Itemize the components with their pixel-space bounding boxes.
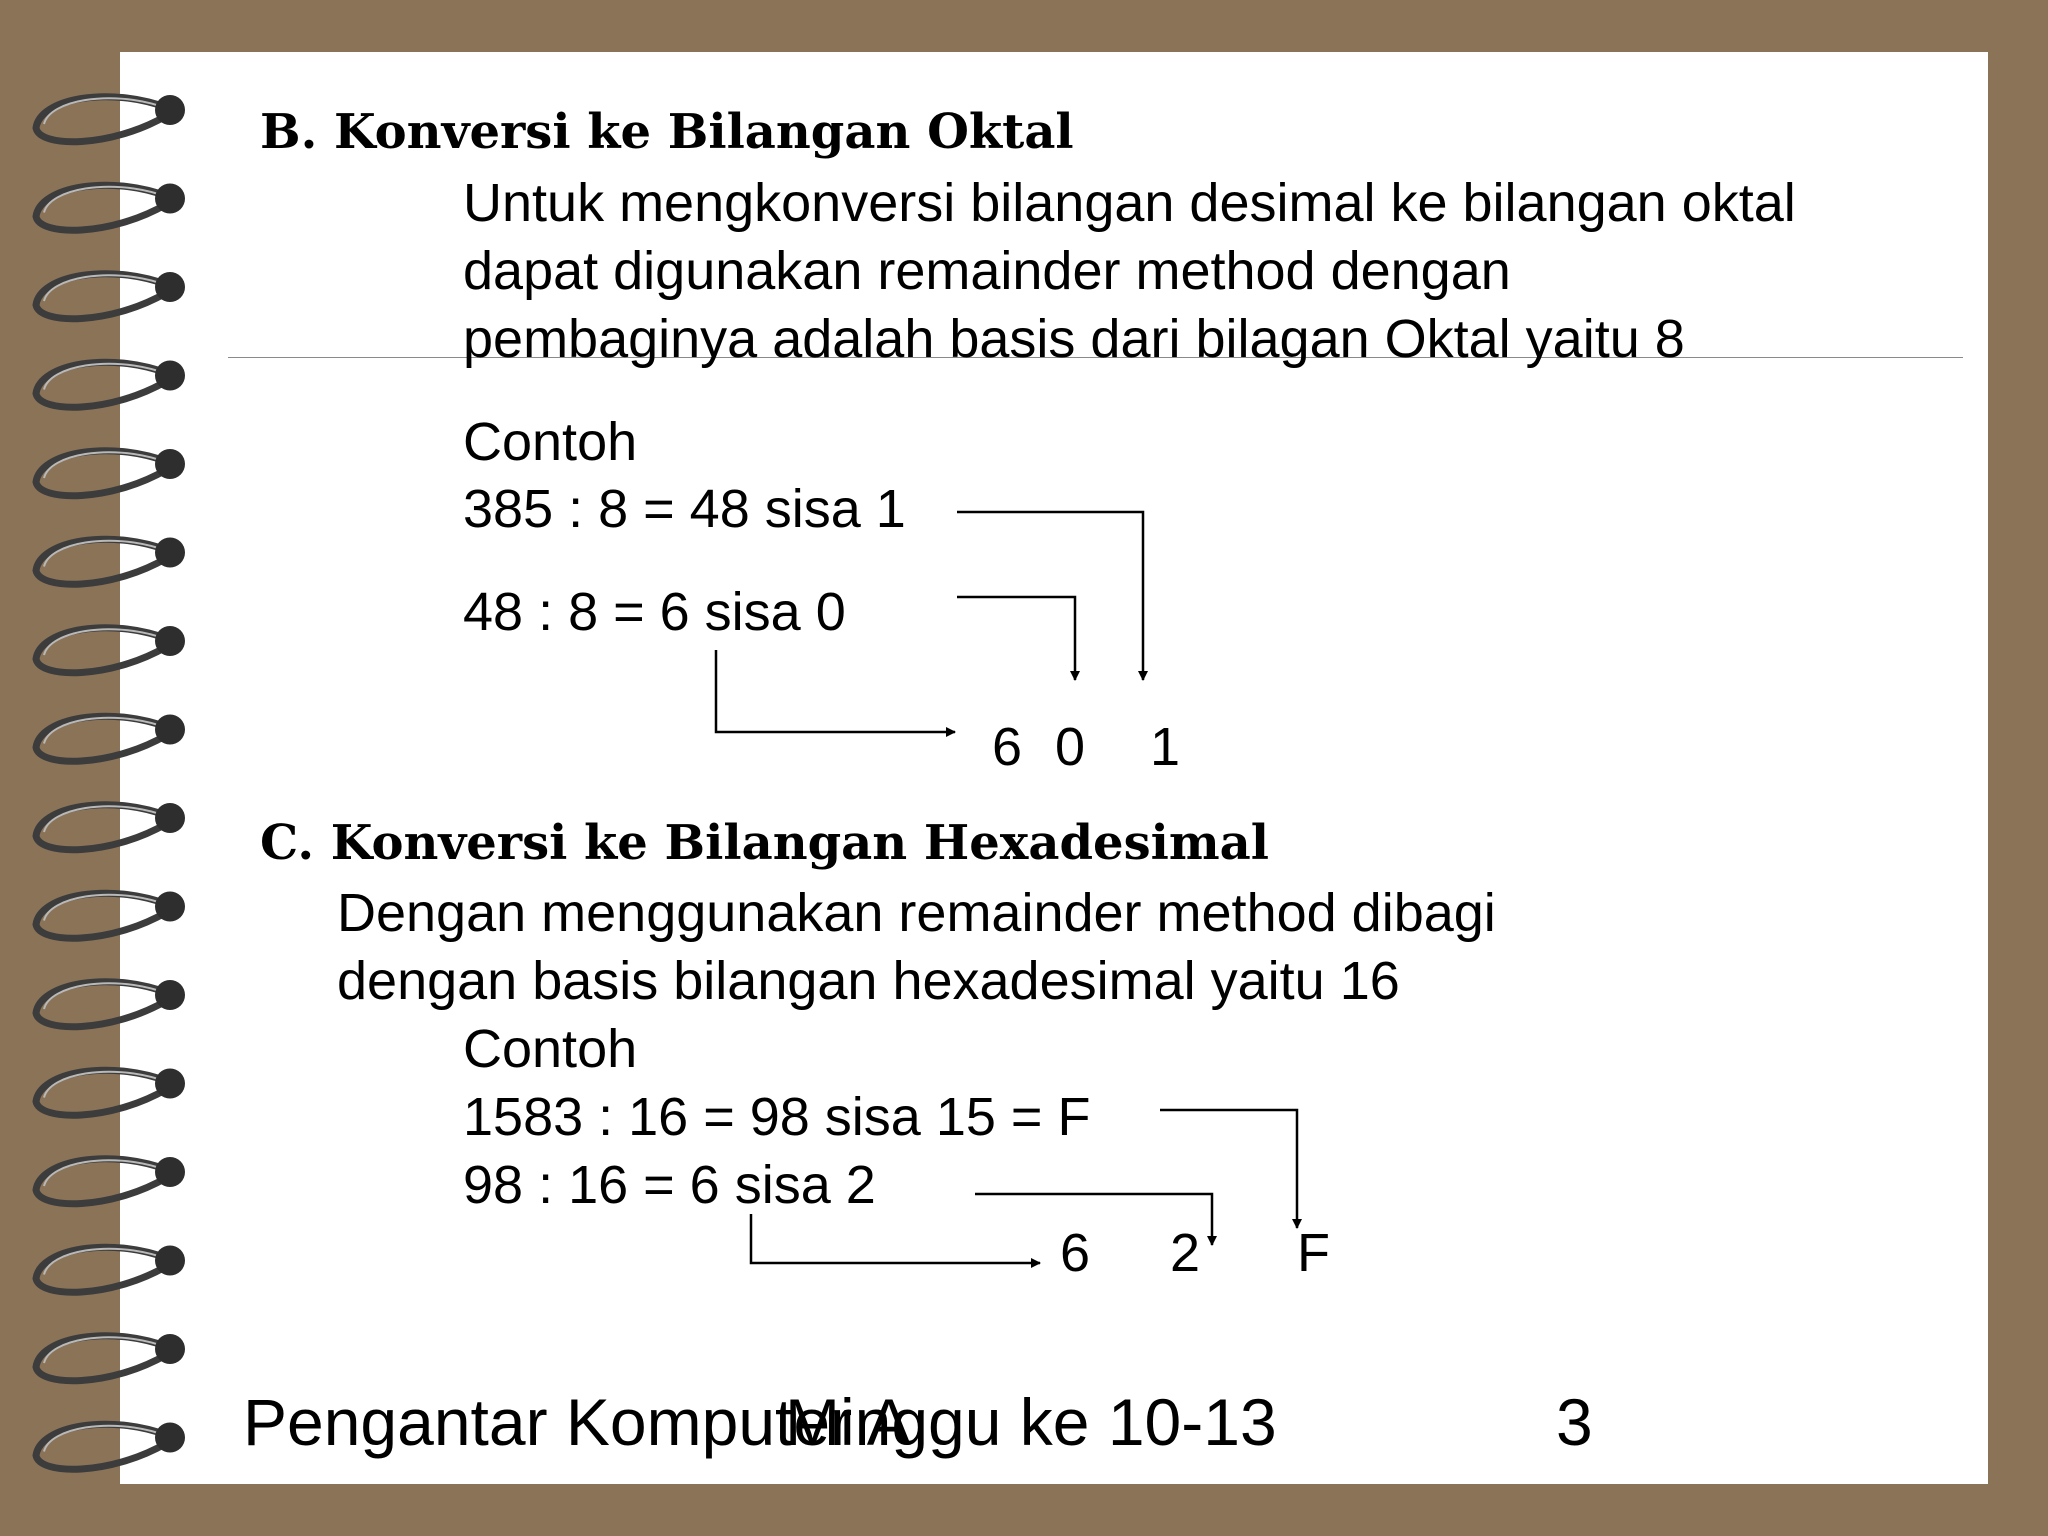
section-b-example-label: Contoh: [463, 412, 638, 472]
footer-page-number: 3: [1556, 1385, 1593, 1459]
binding-hole: [155, 184, 185, 214]
binding-hole: [155, 272, 185, 302]
binding-hole: [155, 449, 185, 479]
section-b-heading: B. Konversi ke Bilangan Oktal: [260, 104, 1074, 160]
spiral-binding-icon: [0, 0, 220, 1536]
section-b-result-digit-3: 1: [1150, 717, 1181, 777]
section-b-result-digit-1: 6: [992, 717, 1023, 777]
binding-hole: [155, 626, 185, 656]
binding-hole: [155, 980, 185, 1010]
binding-hole: [155, 1423, 185, 1453]
section-b-result-digit-2: 0: [1055, 717, 1086, 777]
binding-hole: [155, 892, 185, 922]
section-c-line-1: Dengan menggunakan remainder method dibagi: [337, 883, 1496, 943]
section-c-result-digit-2: 2: [1170, 1223, 1201, 1283]
section-c-step-1: 1583 : 16 = 98 sisa 15 = F: [463, 1087, 1091, 1147]
section-b-step-2: 48 : 8 = 6 sisa 0: [463, 582, 846, 642]
footer-week-range: Minggu ke 10-13: [785, 1385, 1277, 1459]
section-c-line-2: dengan basis bilangan hexadesimal yaitu 16: [337, 951, 1400, 1011]
binding-hole: [155, 715, 185, 745]
section-c-result-digit-3: F: [1297, 1223, 1330, 1283]
section-b-step-1: 385 : 8 = 48 sisa 1: [463, 479, 906, 539]
binding-hole: [155, 803, 185, 833]
footer-course-title: Pengantar Komputer A: [243, 1385, 911, 1459]
binding-hole: [155, 538, 185, 568]
section-c-heading: C. Konversi ke Bilangan Hexadesimal: [260, 815, 1269, 871]
binding-hole: [155, 1334, 185, 1364]
binding-hole: [155, 95, 185, 125]
section-b-line-1: Untuk mengkonversi bilangan desimal ke bilangan oktal: [463, 173, 1796, 233]
section-b-line-3: pembaginya adalah basis dari bilagan Oktal yaitu 8: [463, 309, 1685, 369]
section-c-step-2: 98 : 16 = 6 sisa 2: [463, 1155, 876, 1215]
section-c-result-digit-1: 6: [1060, 1223, 1091, 1283]
binding-hole: [155, 361, 185, 391]
binding-hole: [155, 1069, 185, 1099]
section-c-example-label: Contoh: [463, 1019, 638, 1079]
binding-hole: [155, 1246, 185, 1276]
section-b-line-2: dapat digunakan remainder method dengan: [463, 241, 1511, 301]
binding-hole: [155, 1157, 185, 1187]
